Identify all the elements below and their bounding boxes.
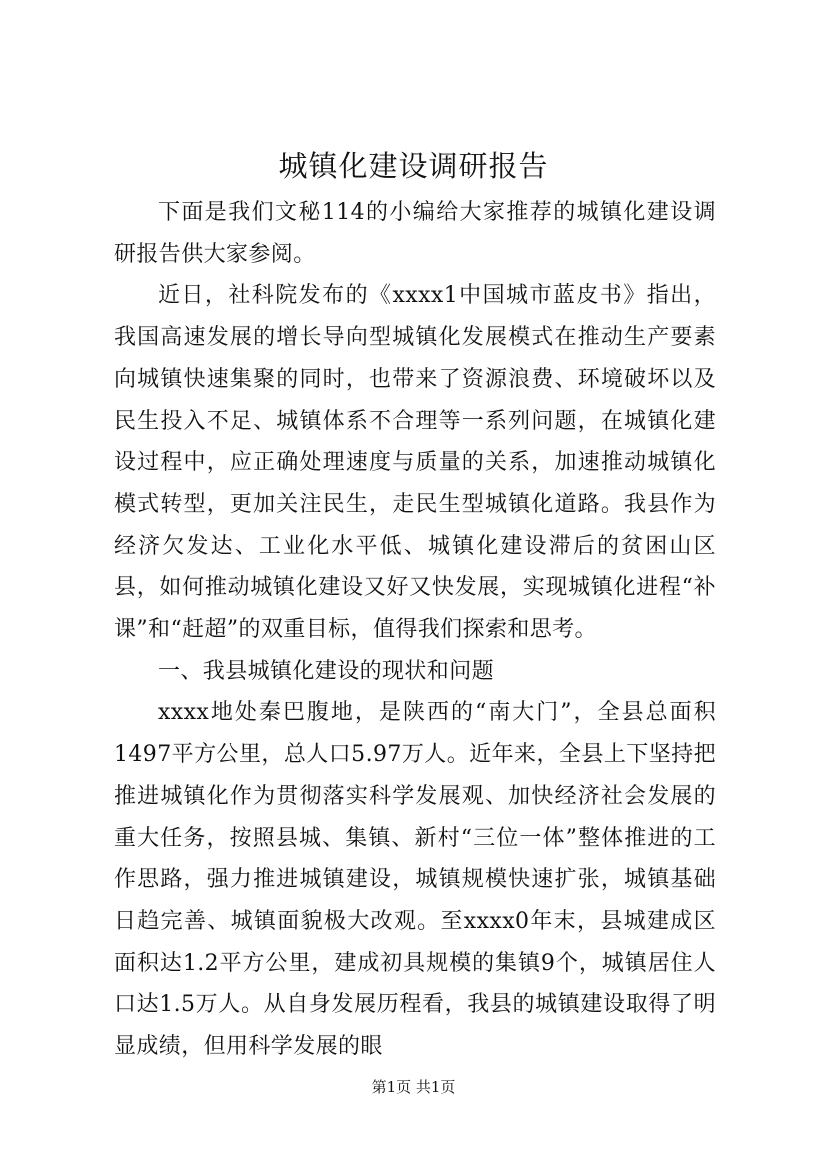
document-body xyxy=(114,192,716,1068)
background-paragraph: 近日，社科院发布的《xxxx1中国城市蓝皮书》指出，我国高速发展的增长导向型城镇化发展模式在推动生产要素向城镇快速集聚的同时，也带来了资源浪费、环境破坏以及民生投入不足、城镇体系不合理等一系列问题，在城镇化建设过程中，应正确处理速度与质量的关系，加速推动城镇化模式转型，更加关注民生，走民生型城镇化道路。我县作为经济欠发达、工业化水平低、城镇化建设滞后的贫困山区县，如何推动城镇化建设又好又快发展，实现城镇化进程“补课”和“赶超”的双重目标，值得我们探索和思考。 xyxy=(114,283,716,643)
section-heading: 一、我县城镇化建设的现状和问题 xyxy=(158,658,495,684)
document-title: 城镇化建设调研报告 xyxy=(278,149,549,183)
section-paragraph: xxxx地处秦巴腹地，是陕西的“南大门”，全县总面积1497平方公里，总人口5.97万人。近年来，全县上下坚持把推进城镇化作为贯彻落实科学发展观、加快经济社会发展的重大任务，按照县城、集镇、新村“三位一体”整体推进的工作思路，强力推进城镇建设，城镇规模快速扩张，城镇基础日趋完善、城镇面貌极大改观。至xxxx0年末，县城建成区面积达1.2平方公里，建成初具规模的集镇9个，城镇居住人口达1.5万人。从自身发展历程看，我县的城镇建设取得了明显成绩，但用科学发展的眼 xyxy=(114,700,716,1060)
intro-paragraph: 下面是我们文秘114的小编给大家推荐的城镇化建设调研报告供大家参阅。 xyxy=(114,200,716,267)
page-footer: 第1页 共1页 xyxy=(371,1078,456,1096)
